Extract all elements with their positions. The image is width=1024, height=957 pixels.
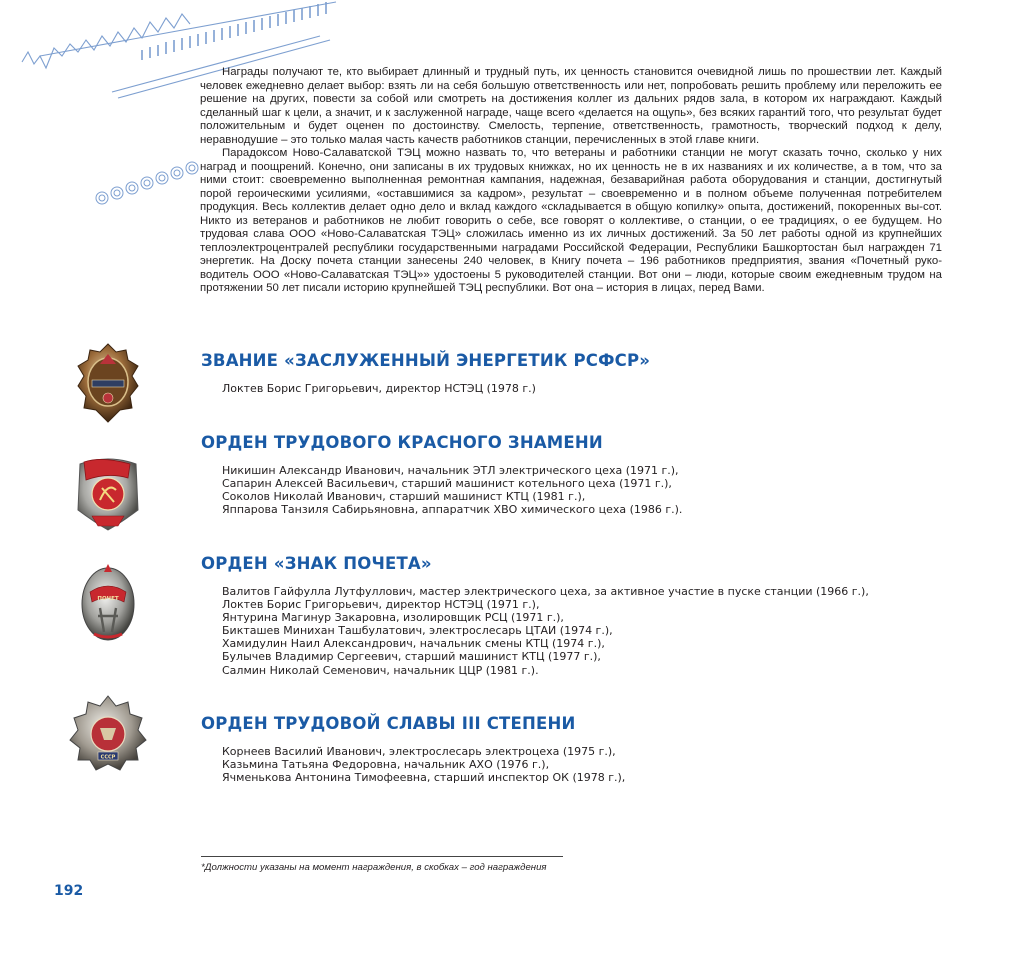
awardee-item: Локтев Борис Григорьевич, директор НСТЭЦ (1978 г.) [222, 382, 536, 395]
section-title: ЗВАНИЕ «ЗАСЛУЖЕННЫЙ ЭНЕРГЕТИК РСФСР» [201, 351, 651, 370]
awardee-item: Ячменькова Антонина Тимофеевна, старший инспектор ОК (1978 г.), [222, 771, 626, 785]
awardee-item: Валитов Гайфулла Лутфуллович, мастер электрического цеха, за активное участие в пуске станции (1966 г.), [222, 585, 869, 598]
banner-word: ПОЧЕТ [97, 596, 119, 602]
awardee-item: Никишин Александр Иванович, начальник ЭТЛ электрического цеха (1971 г.), [222, 464, 679, 477]
awardee-item: Казьмина Татьяна Федоровна, начальник АХО (1976 г.), [222, 758, 550, 772]
section-title: ОРДЕН ТРУДОВОЙ СЛАВЫ III СТЕПЕНИ [201, 714, 576, 733]
section-title: ОРДЕН «ЗНАК ПОЧЕТА» [201, 554, 432, 573]
order-labour-glory-icon [68, 694, 148, 774]
page-number: 192 [54, 883, 84, 899]
awardee-item: Янтурина Магинур Закаровна, изолировщик РСЦ (1971 г.), [222, 611, 564, 625]
awardee-item: Хамидулин Наил Александрович, начальник смены КТЦ (1974 г.), [222, 637, 605, 651]
concentric-circles-row [96, 162, 198, 204]
labour-glory-letters: СССР [100, 754, 116, 761]
awardee-item: Локтев Борис Григорьевич, директор НСТЭЦ (1971 г.), [222, 598, 540, 612]
awardee-item: Яппарова Танзиля Сабирьяновна, аппаратчик ХВО химического цеха (1986 г.). [222, 503, 683, 517]
awardee-item: Сапарин Алексей Васильевич, старший машинист котельного цеха (1971 г.), [222, 477, 672, 491]
order-red-banner-of-labour-icon [72, 452, 144, 534]
intro-paragraph-1: Награды получают те, кто выбирает длинный и трудный путь, их ценность становится очевидной лишь по прошествии лет. Каждый человек ежедневно делает выбор: взять ли на себя большую ответственность или нет, попробовать решить проблему или переложить ее решение на других, повести за собой или смотреть на достижения коллег из дальних рядов зала, в котором их награждают. Каждый сделанный шаг к цели, а значит, и к заслуженной награде, чаще всего «делается на ощупь», без всяких гарантий того, что результат будет положительным и будет оценен по достоинству. Смелость, терпение, ответственность, грамотность, творческий подход к делу, неравнодушие – это только малая часть качеств работников станции, перечисленных в этой главе книги. [200, 66, 942, 146]
vertical-tick-marks [142, 2, 326, 60]
awardee-item: Соколов Николай Иванович, старший машинист КТЦ (1981 г.), [222, 490, 586, 504]
order-badge-of-honour-icon [76, 558, 140, 646]
awardee-list [222, 585, 869, 677]
footnote: *Должности указаны на момент награждения, в скобках – год награждения [201, 862, 547, 873]
intro-text [200, 66, 942, 296]
awardee-item: Булычев Владимир Сергеевич, старший машинист КТЦ (1977 г.), [222, 650, 601, 664]
awardee-item: Корнеев Василий Иванович, электрослесарь электроцеха (1975 г.), [222, 745, 616, 758]
section-title: ОРДЕН ТРУДОВОГО КРАСНОГО ЗНАМЕНИ [201, 433, 603, 452]
awardee-item: Салмин Николай Семенович, начальник ЦЦР (1981 г.). [222, 663, 539, 677]
awardee-list [222, 745, 625, 784]
intro-paragraph-2: Парадоксом Ново-Салаватской ТЭЦ можно назвать то, что ветераны и работники станции не могут сказать точно, сколько у них наград и поощрений. Конечно, они записаны в их трудовых книжках, но их ценность не в их названиях и их количестве, а в том, что за ними стоит: своевременно выполненная ремонтная кампания, надежная, безаварийная работа оборудования и станции, достигнутый порой героическими усилиями, «оставшимися за кадром», результат – своевременно и в полном объеме полученная потребителем продукция. Весь коллектив делает одно дело и вклад каждого «складывается в общую копилку» опыта, достижений, покоренных вы-сот. Никто из ветеранов и работников не любит говорить о себе, все говорят о коллективе, о станции, о ее традициях, о ее будущем. Но трудовая слава ООО «Ново-Салаватская ТЭЦ» сложилась именно из их личных достижений. За 50 лет работы одной из крупнейших теплоэлектроцентралей республики государственными наградами Российской Федерации, Республики Башкортостан был награжден 71 энергетик. На Доску почета станции занесены 240 человек, в Книгу почета – 196 работников предприятия, звания «Почетный руко-водитель ООО «Ново-Салаватская ТЭЦ»» удостоены 5 руководителей станции. Вот они – люди, которые своим ежедневным трудом на протяжении 50 лет писали историю крупнейшей ТЭЦ республики. Вот она – история в лицах, перед Вами. [200, 147, 942, 294]
zigzag-line [22, 14, 190, 68]
footnote-divider [201, 856, 563, 857]
awardee-list [222, 382, 536, 395]
honored-energetic-badge-icon [70, 340, 146, 432]
awardee-item: Бикташев Минихан Ташбулатович, электрослесарь ЦТАИ (1974 г.), [222, 624, 613, 638]
diagonal-line-1 [40, 2, 336, 56]
awardee-list [222, 464, 682, 516]
